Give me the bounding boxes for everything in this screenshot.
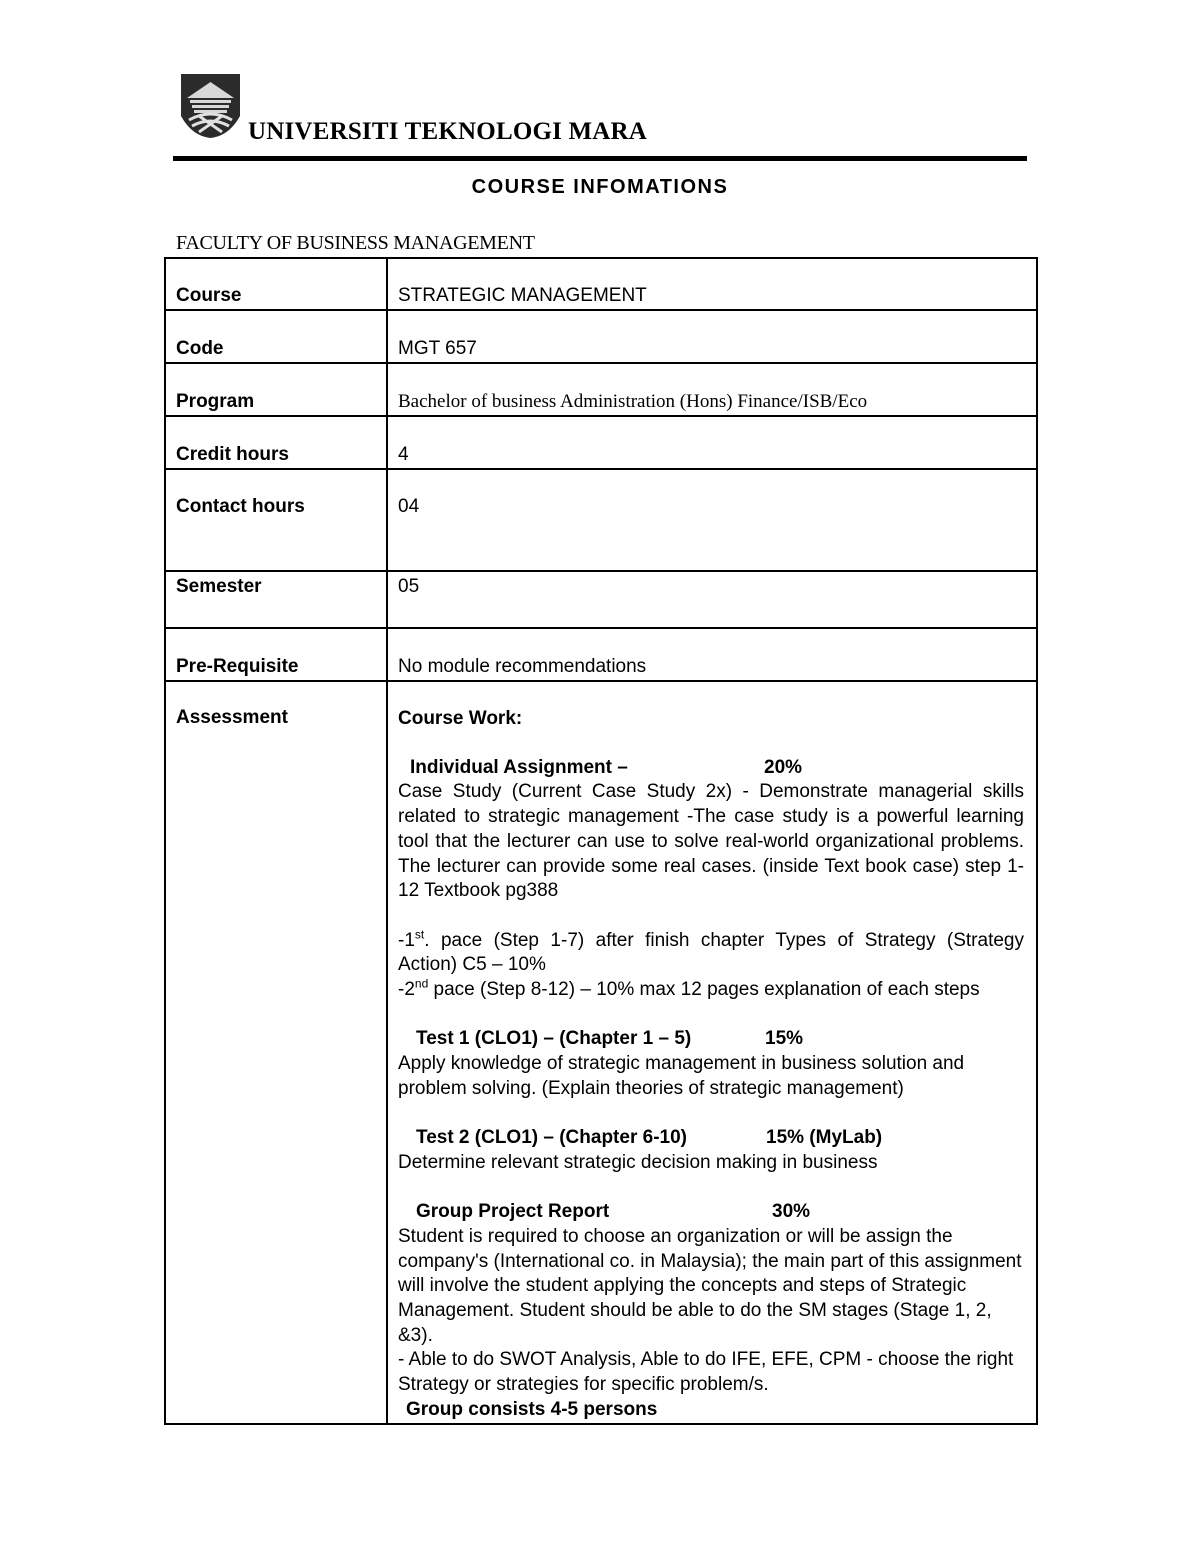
table-row bbox=[165, 258, 1037, 310]
test-2-percent: 15% (MyLab) bbox=[766, 1127, 883, 1149]
course-value: STRATEGIC MANAGEMENT bbox=[387, 258, 1037, 310]
credit-hours-value: 4 bbox=[387, 416, 1037, 469]
table-row bbox=[165, 469, 1037, 571]
table-row bbox=[165, 681, 1037, 1424]
individual-assignment-heading bbox=[398, 756, 1024, 781]
course-info-table bbox=[164, 257, 1038, 1425]
test-2-title: Test 2 (CLO1) – (Chapter 6-10) bbox=[416, 1127, 687, 1149]
table-row bbox=[165, 363, 1037, 416]
test-1-percent: 15% bbox=[765, 1028, 804, 1050]
table-row bbox=[165, 628, 1037, 681]
code-label: Code bbox=[165, 310, 387, 363]
test-2-description: Determine relevant strategic decision making in business bbox=[398, 1151, 878, 1173]
group-size-note: Group consists 4-5 persons bbox=[406, 1398, 658, 1420]
document-title: COURSE INFOMATIONS bbox=[471, 176, 729, 198]
course-label: Course bbox=[165, 258, 387, 310]
university-name: UNIVERSITI TEKNOLOGI MARA bbox=[248, 118, 648, 145]
faculty-name: FACULTY OF BUSINESS MANAGEMENT bbox=[176, 232, 535, 254]
individual-assignment-title: Individual Assignment – bbox=[410, 756, 628, 778]
group-project-description: Student is required to choose an organization or will be assign the company's (International co. in Malaysia); the main part of this assignment will involve the student applying the concepts and steps of Strategic Management. Student should be able to do the SM stages (Stage 1, 2, &3). bbox=[398, 1225, 1022, 1346]
contact-hours-label: Contact hours bbox=[165, 469, 387, 571]
group-project-title: Group Project Report bbox=[416, 1201, 610, 1223]
assessment-details bbox=[387, 681, 1037, 1424]
table-row bbox=[165, 310, 1037, 363]
contact-hours-value: 04 bbox=[387, 469, 1037, 571]
header-divider bbox=[173, 156, 1027, 161]
table-row bbox=[165, 571, 1037, 628]
assessment-label: Assessment bbox=[165, 681, 387, 1424]
test-1-description: Apply knowledge of strategic management in business solution and problem solving. (Explain theories of strategic management) bbox=[398, 1053, 965, 1099]
group-project-heading bbox=[398, 1200, 1024, 1225]
table-row bbox=[165, 416, 1037, 469]
program-value: Bachelor of business Administration (Hons) Finance/ISB/Eco bbox=[387, 363, 1037, 416]
course-work-heading: Course Work: bbox=[398, 708, 523, 729]
uitm-logo bbox=[179, 72, 242, 140]
pace-2-text: -2nd pace (Step 8-12) – 10% max 12 pages explanation of each steps bbox=[398, 976, 980, 1000]
individual-assignment-description: Case Study (Current Case Study 2x) - Demonstrate managerial skills related to strategic management -The case study is a powerful learning tool that the lecturer can use to solve real-world organizational problems. The lecturer can provide some real cases. (inside Text book case) step 1-12 Textbook pg388 bbox=[398, 781, 1024, 902]
individual-assignment-percent: 20% bbox=[764, 756, 803, 778]
group-project-percent: 30% bbox=[772, 1201, 811, 1223]
code-value: MGT 657 bbox=[387, 310, 1037, 363]
test-1-heading bbox=[398, 1027, 1024, 1052]
semester-label: Semester bbox=[165, 571, 387, 628]
test-1-title: Test 1 (CLO1) – (Chapter 1 – 5) bbox=[416, 1028, 692, 1050]
prerequisite-value: No module recommendations bbox=[387, 628, 1037, 681]
pace-1-text: -1st. pace (Step 1-7) after finish chapter Types of Strategy (Strategy Action) C5 – 10% bbox=[398, 927, 1024, 976]
prerequisite-label: Pre-Requisite bbox=[165, 628, 387, 681]
program-label: Program bbox=[165, 363, 387, 416]
group-project-swot: - Able to do SWOT Analysis, Able to do IFE, EFE, CPM - choose the right Strategy or strategies for specific problem/s. bbox=[398, 1349, 1014, 1396]
semester-value: 05 bbox=[387, 571, 1037, 628]
test-2-heading bbox=[398, 1126, 1024, 1151]
credit-hours-label: Credit hours bbox=[165, 416, 387, 469]
